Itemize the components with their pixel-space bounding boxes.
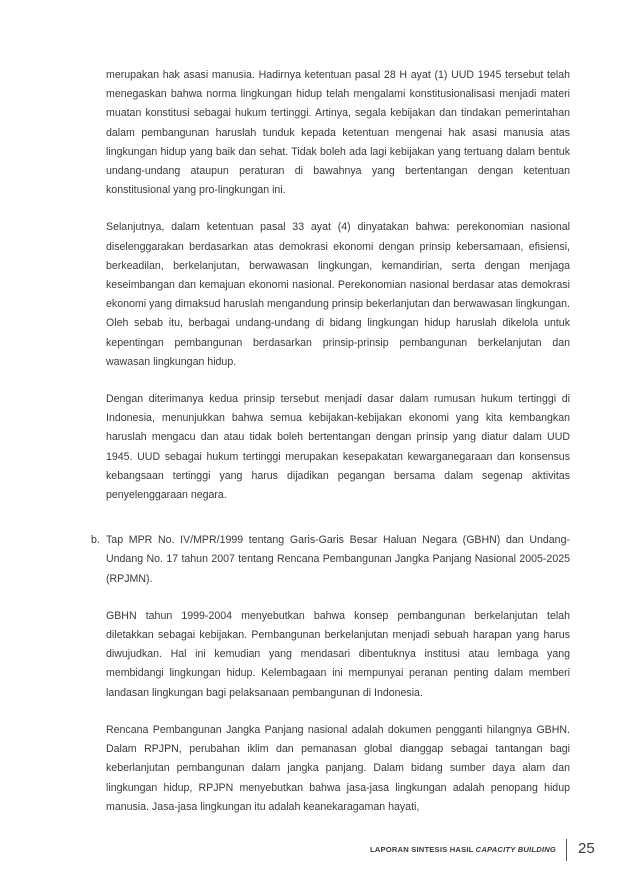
- list-item-heading: Tap MPR No. IV/MPR/1999 tentang Garis-Garis Besar Haluan Negara (GBHN) dan Undang-Undang No. 17 tahun 2007 tentang Rencana Pembangunan Jangka Panjang Nasional 2005-2025 (RPJMN).: [106, 534, 570, 585]
- body-text: [91, 66, 570, 817]
- paragraph: GBHN tahun 1999-2004 menyebutkan bahwa konsep pembangunan berkelanjutan telah diletakkan sebagai kebijakan. Pembangunan berkelanjutan menjadi sebuah harapan yang harus diwujudkan. Hal ini kemudian yang mendasari dibentuknya institusi atau lembaga yang membidangi lingkungan hidup. Kelembagaan ini mempunyai peranan penting dalam memberi landasan lingkungan bagi pelaksanaan pembangunan di Indonesia.: [106, 609, 570, 699]
- paragraph: merupakan hak asasi manusia. Hadirnya ketentuan pasal 28 H ayat (1) UUD 1945 tersebut telah menegaskan bahwa norma lingkungan hidup telah mengalami konstitusionalisasi menjadi materi muatan konstitusi sebagai hukum tertinggi. Artinya, segala kebijakan dan tindakan pemerintahan dalam pembangunan haruslah tunduk kepada ketentuan mengenai hak asasi manusia atas lingkungan hidup yang baik dan sehat. Tidak boleh ada lagi kebijakan yang tertuang dalam bentuk undang-undang ataupun peraturan di bawahnya yang bertentangan dengan ketentuan konstitusional yang pro-lingkungan ini.: [106, 69, 570, 197]
- page-number: 25: [578, 840, 595, 857]
- report-title: [370, 845, 556, 854]
- page-footer: [0, 839, 638, 863]
- paragraph: Rencana Pembangunan Jangka Panjang nasional adalah dokumen pengganti hilangnya GBHN. Dalam RPJPN, perubahan iklim dan pemanasan global dianggap sebagai tantangan bagi keberlanjutan pembangunan dalam jangka panjang. Dalam bidang sumber daya alam dan lingkungan hidup, RPJPN menyebutkan bahwa jasa-jasa lingkungan adalah penopang hidup manusia. Jasa-jasa lingkungan itu adalah keanekaragaman hayati,: [106, 723, 570, 813]
- paragraph: Dengan diterimanya kedua prinsip tersebut menjadi dasar dalam rumusan hukum tertinggi di Indonesia, menunjukkan bahwa semua kebijakan-kebijakan ekonomi yang kita kembangkan haruslah mengacu dan atau tidak boleh bertentangan dengan prinsip yang diatur dalam UUD 1945. UUD sebagai hukum tertinggi merupakan kesepakatan kewarganegaraan dan konsensus kebangsaan tertinggi yang harus dijadikan pegangan bersama dalam segenap aktivitas penyelenggaraan negara.: [106, 393, 570, 502]
- report-title-prefix: LAPORAN SINTESIS HASIL: [369, 845, 476, 854]
- list-item-b: [91, 531, 570, 817]
- footer-divider: [566, 839, 567, 861]
- list-item-marker: b.: [91, 534, 100, 547]
- paragraph: Selanjutnya, dalam ketentuan pasal 33 ayat (4) dinyatakan bahwa: perekonomian nasional diselenggarakan berdasarkan atas demokrasi ekonomi dengan prinsip kebersamaan, efisiensi, berkeadilan, berkelanjutan, berwawasan lingkungan, kemandirian, serta dengan menjaga keseimbangan dan kemajuan ekonomi nasional. Perekonomian nasional berdasar atas demokrasi ekonomi yang dimaksud haruslah mengandung prinsip bekerlanjutan dan berwawasan lingkungan. Oleh sebab itu, berbagai undang-undang di bidang lingkungan hidup haruslah dikelola untuk kepentingan pembangunan berdasarkan prinsip-prinsip pembangunan berkelanjutan dan wawasan lingkungan hidup.: [106, 221, 570, 368]
- report-title-emphasis: CAPACITY BUILDING: [475, 845, 556, 854]
